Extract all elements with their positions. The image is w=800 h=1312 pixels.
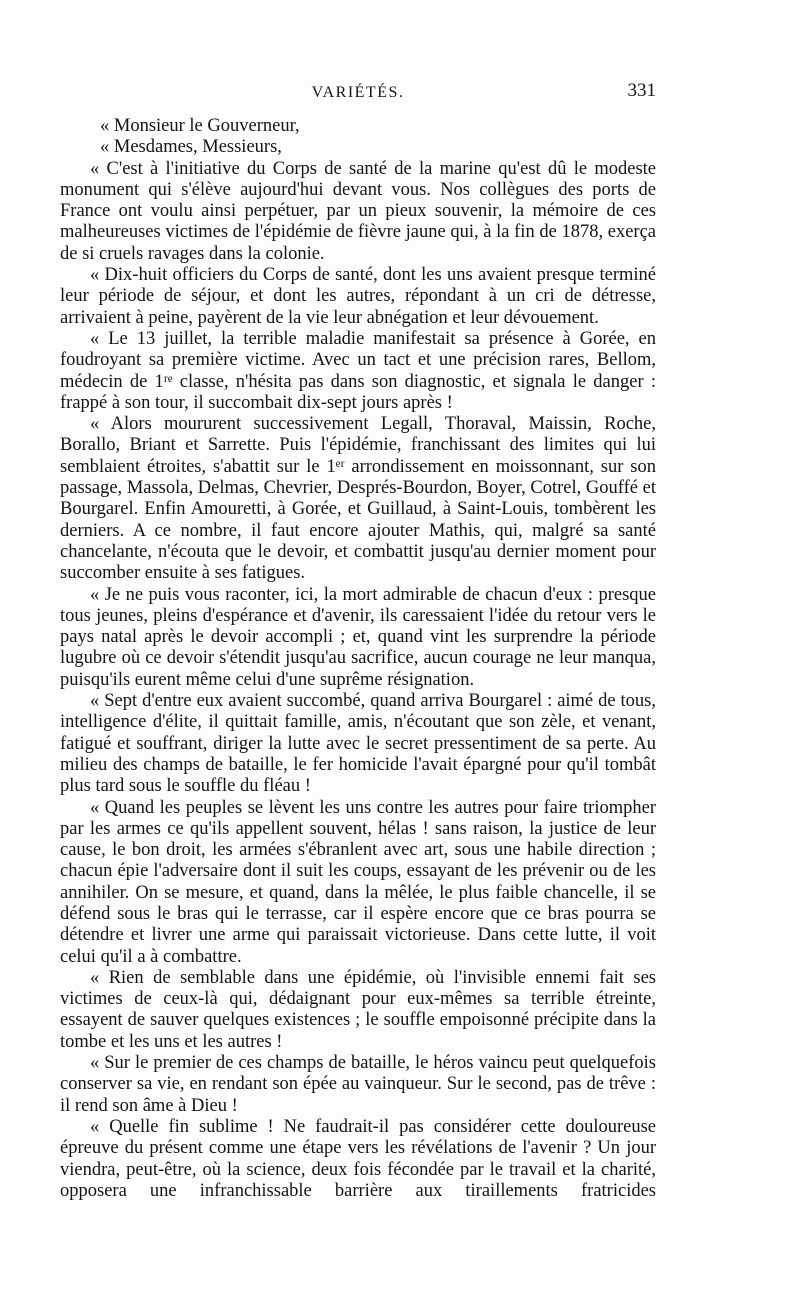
paragraph: « Rien de semblable dans une épidémie, où l'invisible ennemi fait ses victimes de ceux-là qui, dédaignant pour eux-mêmes sa terrible étreinte, essayent de sauver quelques existences ; le souffle empoisonné précipite dans la tombe et les uns et les autres ! xyxy=(60,967,656,1052)
paragraph: « Sept d'entre eux avaient succombé, quand arriva Bourgarel : aimé de tous, intelligence d'élite, il quittait famille, amis, n'écoutant que son zèle, et venant, fatigué et souffrant, diriger la lutte avec le secret pressentiment de sa perte. Au milieu des champs de bataille, le fer homicide l'avait épargné pour qu'il tombât plus tard sous le souffle du fléau ! xyxy=(60,691,656,797)
page-header xyxy=(60,80,656,104)
paragraph: « Quand les peuples se lèvent les uns contre les autres pour faire triompher par les armes ce qu'ils appellent souvent, hélas ! sans raison, la justice de leur cause, le bon droit, les armées s'ébranlent avec art, sous une habile direction ; chacun épie l'adversaire dont il suit les coups, essayant de les prévenir ou de les annihiler. On se mesure, et quand, dans la mêlée, le plus faible chancelle, il se défend sous le bras qui le terrasse, car il espère encore que ce bras pourra se détendre et livrer une arme qui paraissait victorieuse. Dans cette lutte, il voit celui qu'il a à combattre. xyxy=(60,797,656,967)
paragraph: « Quelle fin sublime ! Ne faudrait-il pas considérer cette douloureuse épreuve du présent comme une étape vers les révélations de l'avenir ? Un jour viendra, peut-être, où la science, deux fois fécondée par le travail et la charité, opposera une infranchissable barrière aux tiraillements fratricides xyxy=(60,1116,656,1201)
salutation-line: « Mesdames, Messieurs, xyxy=(100,137,282,158)
paragraph: « Le 13 juillet, la terrible maladie manifestait sa présence à Gorée, en foudroyant sa première victime. Avec un tact et une précision rares, Bellom, médecin de 1ʳᵉ classe, n'hésita pas dans son diagnostic, et signala le danger : frappé à son tour, il succombait dix-sept jours après ! xyxy=(60,328,656,413)
paragraph: « Alors moururent successivement Legall, Thoraval, Maissin, Roche, Borallo, Briant et Sarrette. Puis l'épidémie, franchissant des limites qui lui semblaient étroites, s'abattit sur le 1ᵉʳ arrondissement en moissonnant, sur son passage, Massola, Delmas, Chevrier, Després-Bourdon, Boyer, Cotrel, Gouffé et Bourgarel. Enfin Amouretti, à Gorée, et Guillaud, à Saint-Louis, tombèrent les derniers. A ce nombre, il faut encore ajouter Mathis, qui, malgré sa santé chancelante, n'écouta que le devoir, et combattit jusqu'au dernier moment pour succomber ensuite à ses fatigues. xyxy=(60,414,656,584)
paragraph: « Je ne puis vous raconter, ici, la mort admirable de chacun d'eux : presque tous jeunes, pleins d'espérance et d'avenir, ils caressaient l'idée du retour vers le pays natal après le devoir accompli ; et, quand vint les surprendre la période lugubre où ce devoir s'étendit jusqu'au sacrifice, aucun courage ne leur manqua, puisqu'ils eurent même celui d'une suprême résignation. xyxy=(60,584,656,690)
page-number: 331 xyxy=(627,80,656,101)
paragraph: « Sur le premier de ces champs de bataille, le héros vaincu peut quelquefois conserver sa vie, en rendant son épée au vainqueur. Sur le second, pas de trêve : il rend son âme à Dieu ! xyxy=(60,1053,656,1116)
paragraph: « C'est à l'initiative du Corps de santé de la marine qu'est dû le modeste monument qui s'élève aujourd'hui devant vous. Nos collègues des ports de France ont voulu ainsi perpétuer, par un pieux souvenir, la mémoire de ces malheureuses victimes de l'épidémie de fièvre jaune qui, à la fin de 1878, exerça de si cruels ravages dans la colonie. xyxy=(60,158,656,264)
body-text xyxy=(60,116,656,1202)
salutation-line: « Monsieur le Gouverneur, xyxy=(100,116,300,136)
paragraph: « Dix-huit officiers du Corps de santé, dont les uns avaient presque terminé leur période de séjour, et dont les autres, répondant à un cri de détresse, arrivaient à peine, payèrent de la vie leur abnégation et leur dévouement. xyxy=(60,265,656,328)
running-head: VARIÉTÉS. xyxy=(311,84,405,101)
